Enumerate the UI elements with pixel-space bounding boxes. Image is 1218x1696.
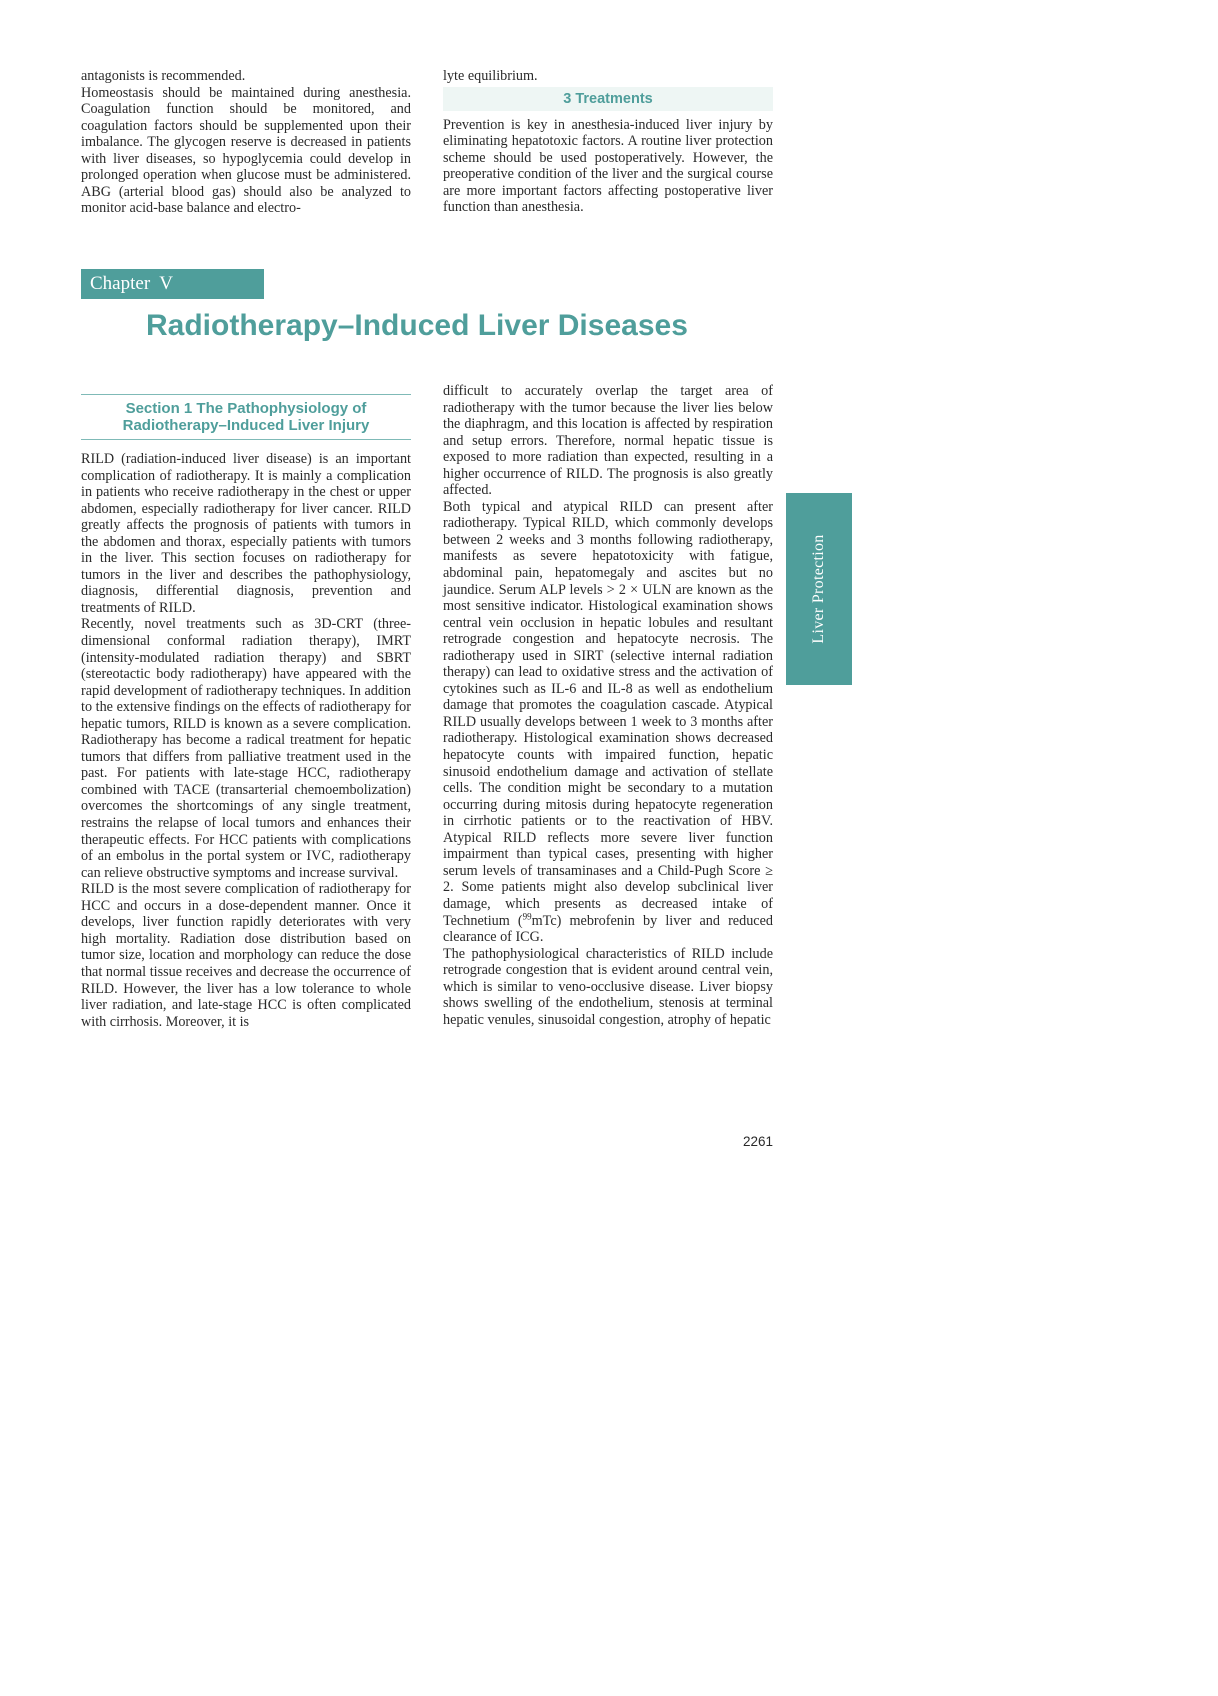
page-number: 2261 — [742, 1134, 773, 1149]
paragraph: RILD is the most severe complication of radiotherapy for HCC and occurs in a dose-dependent manner. Once it develops, liver function rapidly deteriorates with very high mortality. Radiation dose distribution based on tumor size, location and morphology can reduce the dose that normal tissue receives and decrease the occurrence of RILD. However, the liver has a low tolerance to whole liver radiation, and late-stage HCC is often complicated with cirrhosis. Moreover, it is — [81, 881, 411, 1030]
body-right-column — [443, 383, 773, 1028]
text-run: Both typical and atypical RILD can present after radiotherapy. Typical RILD, which commonly develops between 2 weeks and 3 months following radiotherapy, manifests as severe hepatotoxicity with fatigue, abdominal pain, hepatomegaly and ascites but no jaundice. Serum ALP levels > 2 × ULN are known as the most sensitive indicator. Histological examination shows central vein occlusion in hepatic lobules and resultant retrograde congestion and hepatocyte necrosis. The radiotherapy used in SIRT (selective internal radiation therapy) can lead to oxidative stress and the activation of cytokines such as IL-6 and IL-8 as well as endothelium damage that promotes the coagulation cascade. Atypical RILD usually develops between 1 week to 3 months after radiotherapy. Histological examination shows decreased hepatocyte counts with impaired function, hepatic sinusoid endothelium damage and activation of stellate cells. The condition might be secondary to a mutation occurring during mitosis during hepatocyte regeneration in cirrhotic patients or to the reactivation of HBV. Atypical RILD reflects more severe liver function impairment than typical cases, presenting with higher serum levels of transaminases and a Child-Pugh Score ≥ 2. Some patients might also develop subclinical liver damage, which presents as decreased intake of Technetium ( — [443, 498, 773, 929]
paragraph: lyte equilibrium. — [443, 68, 538, 84]
chapter-label: Chapter V — [81, 269, 264, 299]
text-run: mTc) mebrofenin by liver and reduced clearance of ICG. — [443, 912, 773, 946]
side-tab-label: Liver Protection — [810, 534, 827, 644]
paragraph: antagonists is recommended. — [81, 68, 246, 84]
section-heading — [81, 394, 411, 440]
paragraph: Homeostasis should be maintained during anesthesia. Coagulation function should be monitored, and coagulation factors should be supplemented upon their imbalance. The glycogen reserve is decreased in patients with liver diseases, so hypoglycemia could develop in prolonged operation when glucose must be administered. ABG (arterial blood gas) should also be analyzed to monitor acid-base balance and electro- — [81, 84, 411, 217]
top-left-column — [81, 68, 411, 217]
paragraph — [443, 499, 773, 946]
superscript: 99 — [522, 910, 532, 921]
paragraph: Recently, novel treatments such as 3D-CRT (three-dimensional conformal radiation therapy), IMRT (intensity-modulated radiation therapy) and SBRT (stereotactic body radiotherapy) have appeared with the rapid development of radiotherapy techniques. In addition to the extensive findings on the effects of radiotherapy for hepatic tumors, RILD is known as a severe complication. Radiotherapy has become a radical treatment for hepatic tumors that differs from palliative treatment used in the past. For patients with late-stage HCC, radiotherapy combined with TACE (transarterial chemoembolization) overcomes the shortcomings of any single treatment, restrains the relapse of local tumors and enhances their therapeutic effects. For HCC patients with complications of an embolus in the portal system or IVC, radiotherapy can relieve obstructive symptoms and increase survival. — [81, 616, 411, 881]
paragraph: Prevention is key in anesthesia-induced liver injury by eliminating hepatotoxic factors. A routine liver protection scheme should be used postoperatively. However, the preoperative condition of the liver and the surgical course are more important factors affecting postoperative liver function than anesthesia. — [443, 116, 773, 216]
chapter-title: Radiotherapy–Induced Liver Diseases — [146, 309, 688, 342]
side-tab — [786, 493, 852, 685]
section-heading-line: Section 1 The Pathophysiology of — [125, 400, 367, 417]
section-heading-line: Radiotherapy–Induced Liver Injury — [122, 417, 370, 434]
paragraph: difficult to accurately overlap the target area of radiotherapy with the tumor because the liver lies below the diaphragm, and this location is affected by respiration and setup errors. Therefore, normal hepatic tissue is exposed to more radiation than expected, resulting in a higher occurrence of RILD. The prognosis is also greatly affected. — [443, 383, 773, 499]
paragraph: The pathophysiological characteristics of RILD include retrograde congestion that is evident around central vein, which is similar to veno-occlusive disease. Liver biopsy shows swelling of the endothelium, stenosis at terminal hepatic venules, sinusoidal congestion, atrophy of hepatic — [443, 945, 773, 1028]
top-right-column — [443, 68, 773, 216]
body-left-column — [81, 451, 411, 1030]
paragraph: RILD (radiation-induced liver disease) is an important complication of radiotherapy. It is mainly a complication in patients who receive radiotherapy in the chest or upper abdomen, especially radiotherapy for liver cancer. RILD greatly affects the prognosis of patients with tumors in the abdomen and thorax, especially patients with tumors in the liver. This section focuses on radiotherapy for tumors in the liver and describes the pathophysiology, diagnosis, differential diagnosis, prevention and treatments of RILD. — [81, 451, 411, 616]
treatments-heading: 3 Treatments — [443, 87, 773, 111]
